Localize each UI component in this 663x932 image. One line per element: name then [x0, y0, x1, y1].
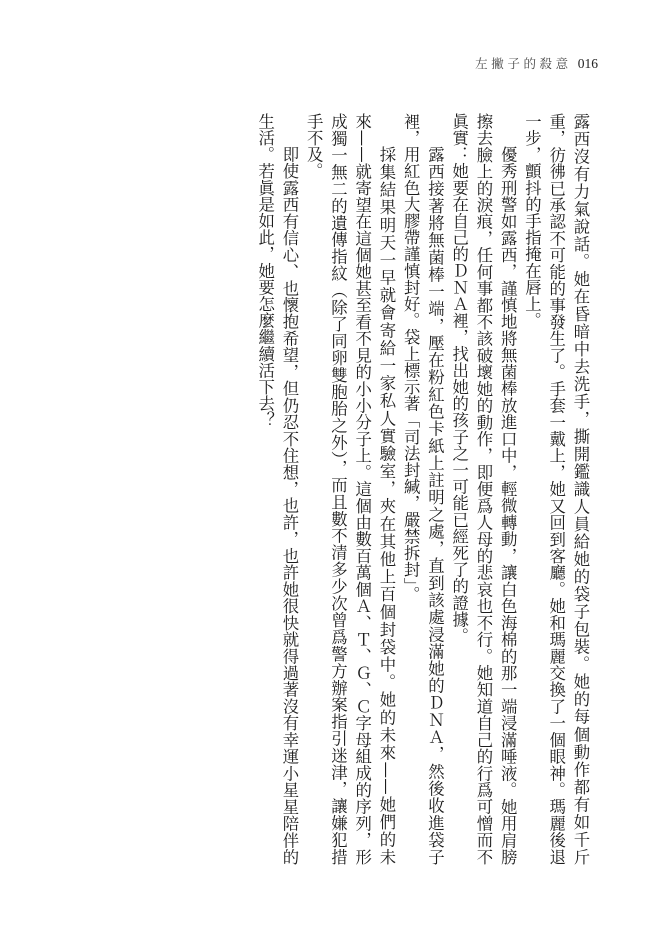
paragraph — [253, 113, 302, 865]
text-line: 擦去臉上的淚痕，任何事都不該破壞她的動作，即便爲人母的悲哀也不行。她知道自己的行爲可憎而不 — [474, 113, 493, 865]
text-line: 重，彷彿已承認不可能的事發生了。手套一戴上，她又回到客廳。她和瑪麗交換了一個眼神。瑪麗後退 — [546, 113, 566, 865]
text-line: 來——就寄望在這個她甚至看不見的小小分子上。這個由數百萬個Ａ、Ｔ、Ｇ、Ｃ字母組成的序列，形 — [352, 113, 372, 865]
text-line: 露西沒有力氣說話。她在昏暗中去洗手，撕開鑑識人員給她的袋子包裝。她的每個動作都有如千斤 — [571, 113, 590, 865]
text-line: 一步，顫抖的手指掩在唇上。 — [522, 113, 542, 329]
text-line: 生活。若眞是如此，她要怎麼繼續活下去？ — [255, 113, 275, 429]
book-title: 左撇子的殺意 — [475, 56, 572, 71]
running-header — [475, 54, 598, 72]
text-line: 優秀刑警如露西，謹慎地將無菌棒放進口中，輕微轉動，讓白色海棉的那一端浸滿唾液。她用肩膀 — [498, 145, 518, 865]
paragraph — [301, 113, 398, 865]
page-number: 016 — [577, 56, 598, 71]
text-line: 露西接著將無菌棒一端，壓在粉紅色卡紙上註明之處，直到該處浸滿她的ＤＮＡ，然後收進袋子 — [425, 145, 445, 865]
text-line: 眞實：她要在自己的ＤＮＡ裡，找出她的孩子之一可能已經死了的證據。 — [449, 113, 469, 645]
text-line: 即使露西有信心、也懷抱希望，但仍忍不住想，也許，也許她很快就得過著沒有幸運小星星陪伴的 — [280, 145, 299, 865]
paragraph — [447, 113, 520, 865]
paragraph — [398, 113, 447, 865]
text-line: 裡，用紅色大膠帶謹慎封好。袋上標示著「司法封緘，嚴禁拆封」。 — [401, 113, 421, 603]
text-line: 手不及。 — [304, 113, 324, 180]
text-line: 成獨一無二的遺傳指紋（除了同卵雙胞胎之外），而且數不清多少次曾爲警方辦案指引迷津，讓嫌犯措 — [328, 113, 348, 865]
paragraph — [519, 113, 592, 865]
body-text — [253, 113, 593, 865]
text-line: 採集結果明天一早就會寄給一家私人實驗室，夾在其他上百個封袋中。她的未來——她們的未 — [377, 145, 396, 865]
